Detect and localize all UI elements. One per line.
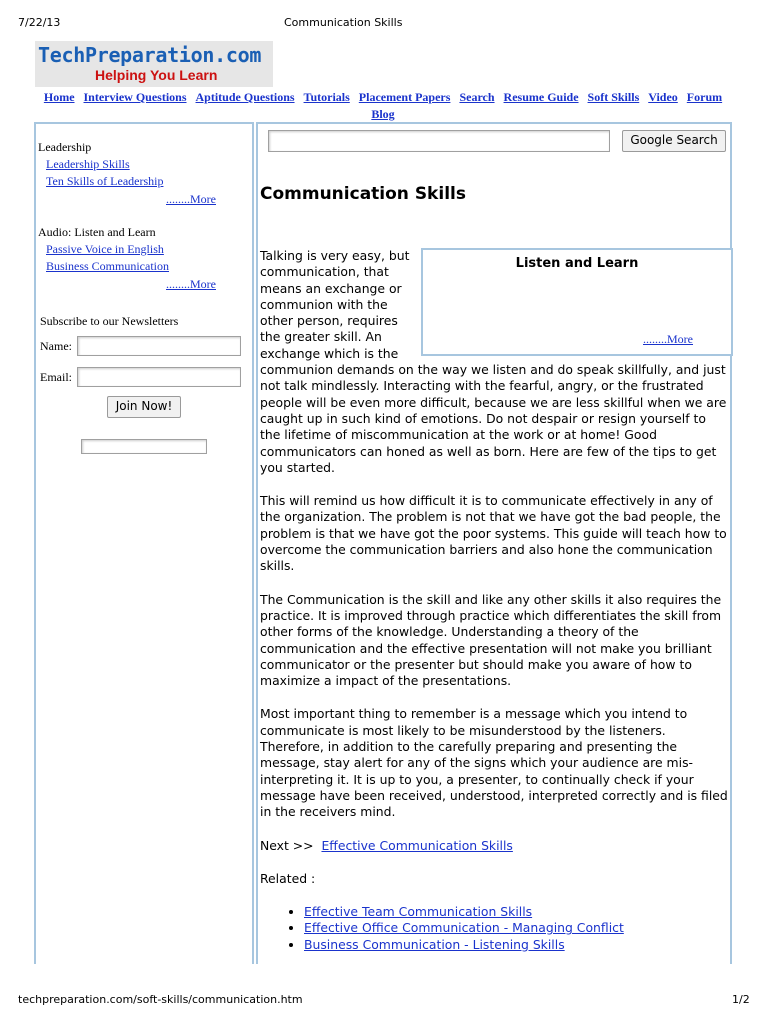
name-label: Name: [40,339,72,353]
email-field[interactable] [77,367,241,387]
article-paragraph: The Communication is the skill and like any other skills it also requires the practice. It is improved through practice which differentiates the skill from other forms of the knowledge. Understanding a theory of the communication and the effective presentation will not make you brilliant communicator or the presenter but should make you aware of how to maximize a impact of the presentations. [260,591,722,689]
nav-search[interactable]: Search [459,90,495,104]
article-paragraph: This will remind us how difficult it is to communicate effectively in any of the organization. The problem is not that we have got the bad people, the problem is that we have got the poor systems. This guide will teach how to overcome the communication barriers and also hone the communication skills. [260,493,727,574]
name-field[interactable] [77,336,241,356]
nav-video[interactable]: Video [648,90,678,104]
next-row [260,838,730,854]
listen-box-title: Listen and Learn [515,256,639,271]
article-paragraph: Talking is very easy, but communication, that means an exchange or communion with the other person, requires the greater skill. An exchange which is the communion demands on the way we listen and do speak skillfully, and just not talk mindlessly. Interacting with the fearful, angry, or the frustrated people will be even more difficult, because we are less skillful when we are caught up in such kind of emotions. Do not despair or resign yourself to the lifetime of miscommunication at the work or at home! Good communicators can honed as well as born. Here are few of the tips to get you started. [260,248,727,475]
print-page-number: 1/2 [732,993,750,1006]
related-link-office-communication[interactable]: Effective Office Communication - Managing Conflict [304,920,624,936]
nav-placement-papers[interactable]: Placement Papers [358,90,451,104]
logo-tagline: Helping You Learn [95,67,218,83]
logo-text: TechPreparation.com [38,43,262,67]
main-nav [38,89,728,123]
list-item [304,937,730,953]
nav-resume-guide[interactable]: Resume Guide [503,90,579,104]
google-search-button[interactable]: Google Search [622,130,726,152]
sidebar-blank-field[interactable] [81,439,207,454]
next-label: Next >> [260,837,314,853]
sidebar-link-business-communication[interactable]: Business Communication [46,259,169,273]
newsletter-heading: Subscribe to our Newsletters [40,314,179,328]
nav-interview-questions[interactable]: Interview Questions [83,90,187,104]
print-date: 7/22/13 [18,16,61,29]
listen-and-learn-box [421,248,733,356]
site-logo[interactable] [35,41,273,87]
related-list [260,904,730,953]
join-now-button[interactable]: Join Now! [107,396,181,418]
sidebar-link-passive-voice[interactable]: Passive Voice in English [46,242,164,256]
audio-heading: Audio: Listen and Learn [38,225,156,239]
related-link-team-communication[interactable]: Effective Team Communication Skills [304,904,533,920]
audio-more-link[interactable]: ........More [166,277,216,291]
nav-tutorials[interactable]: Tutorials [303,90,350,104]
sidebar [34,122,254,964]
main-content [256,122,732,964]
nav-blog[interactable]: Blog [371,107,395,121]
page-title: Communication Skills [260,184,466,204]
listen-box-more-link[interactable]: ........More [643,332,693,346]
leadership-more-link[interactable]: ........More [166,192,216,206]
related-label: Related : [260,870,316,886]
leadership-heading: Leadership [38,140,92,154]
article-paragraph: Most important thing to remember is a message which you intend to communicate is most likely to be misunderstood by the listeners. Therefore, in addition to the carefully preparing and presenting the message, stay alert for any of the signs which your audience are mis-interpreting it. It is up to you, a presenter, to continually check if your message have been received, understood, interpreted correctly and is filed in the receivers mind. [260,706,728,820]
list-item [304,904,730,920]
search-input[interactable] [268,130,610,152]
nav-home[interactable]: Home [43,90,75,104]
nav-soft-skills[interactable]: Soft Skills [587,90,640,104]
sidebar-link-ten-skills-of-leadership[interactable]: Ten Skills of Leadership [46,174,164,188]
print-url: techpreparation.com/soft-skills/communication.htm [18,993,303,1006]
nav-forum[interactable]: Forum [686,90,723,104]
related-link-listening-skills[interactable]: Business Communication - Listening Skills [304,936,565,952]
next-link[interactable]: Effective Communication Skills [321,837,513,853]
list-item [304,920,730,936]
email-label: Email: [40,370,72,384]
sidebar-link-leadership-skills[interactable]: Leadership Skills [46,157,130,171]
print-title: Communication Skills [284,16,403,29]
nav-aptitude-questions[interactable]: Aptitude Questions [195,90,295,104]
